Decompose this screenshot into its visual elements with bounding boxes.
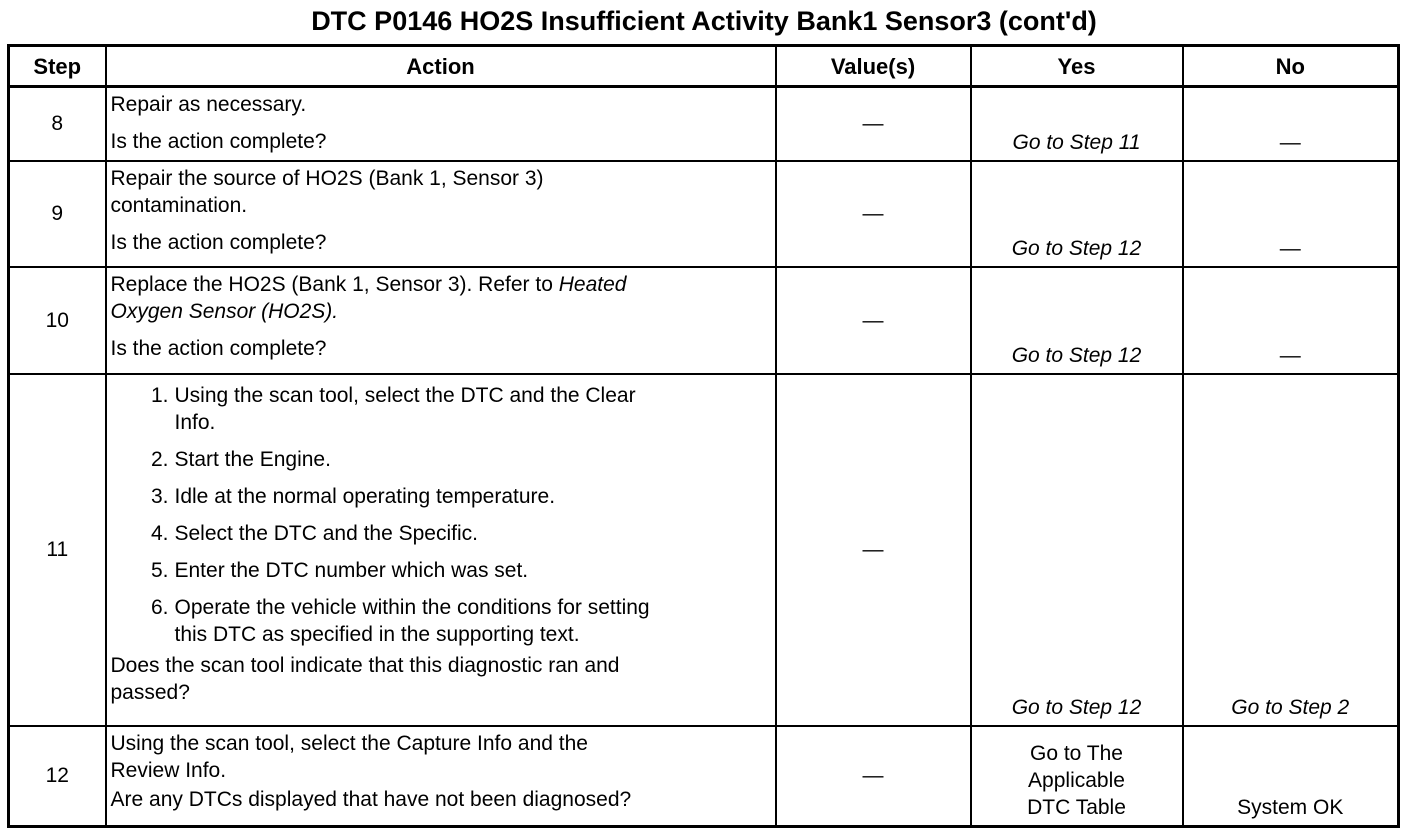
step-number: 10 bbox=[9, 267, 106, 374]
list-number: 1. bbox=[150, 383, 169, 407]
step-number: 8 bbox=[9, 87, 106, 161]
header-values: Value(s) bbox=[776, 46, 971, 87]
yes-cell: Go to Step 12 bbox=[971, 161, 1183, 267]
list-text: Idle at the normal operating temperature. bbox=[174, 484, 556, 508]
value-dash: — bbox=[862, 764, 884, 788]
no-cell: Go to Step 2 bbox=[1183, 374, 1399, 726]
table-row-step-10 bbox=[9, 267, 1399, 374]
list-item bbox=[111, 520, 771, 547]
yes-text: Applicable bbox=[1028, 769, 1125, 792]
action-question: Is the action complete? bbox=[110, 336, 327, 360]
action-text-part: Replace the HO2S (Bank 1, Sensor 3). Refer to bbox=[110, 272, 553, 296]
value-cell bbox=[776, 267, 971, 374]
yes-cell: Go to Step 12 bbox=[971, 267, 1183, 374]
list-text: Select the DTC and the Specific. bbox=[174, 521, 478, 545]
action-text: contamination. bbox=[110, 193, 248, 217]
no-cell: — bbox=[1183, 161, 1399, 267]
table-row-step-12 bbox=[9, 726, 1399, 827]
value-dash: — bbox=[862, 202, 884, 225]
list-text: Info. bbox=[174, 410, 216, 434]
action-question: Are any DTCs displayed that have not been diagnosed? bbox=[110, 787, 632, 811]
table-row-step-8 bbox=[9, 87, 1399, 161]
header-step: Step bbox=[9, 46, 106, 87]
table-row-step-11 bbox=[9, 374, 1399, 726]
list-number: 3. bbox=[150, 484, 169, 508]
action-text: Review Info. bbox=[110, 758, 227, 782]
action-cell bbox=[106, 374, 776, 726]
header-yes: Yes bbox=[971, 46, 1183, 87]
action-question: passed? bbox=[110, 680, 190, 704]
reference-link: Oxygen Sensor (HO2S). bbox=[110, 299, 339, 323]
procedure-list bbox=[111, 382, 771, 648]
list-item bbox=[111, 382, 771, 436]
header-action: Action bbox=[106, 46, 776, 87]
list-text: this DTC as specified in the supporting text. bbox=[174, 622, 580, 646]
step-number: 9 bbox=[9, 161, 106, 267]
list-number: 4. bbox=[150, 521, 169, 545]
header-no: No bbox=[1183, 46, 1399, 87]
action-cell bbox=[106, 87, 776, 161]
action-cell bbox=[106, 726, 776, 827]
no-cell: — bbox=[1183, 267, 1399, 374]
yes-cell: Go to Step 11 bbox=[971, 87, 1183, 161]
list-item bbox=[111, 557, 771, 584]
action-text: Repair the source of HO2S (Bank 1, Sensor 3) bbox=[110, 166, 544, 190]
no-cell: — bbox=[1183, 87, 1399, 161]
value-dash: — bbox=[862, 308, 884, 332]
value-cell bbox=[776, 726, 971, 827]
action-cell bbox=[106, 267, 776, 374]
list-item bbox=[111, 446, 771, 473]
value-cell bbox=[776, 87, 971, 161]
action-question: Is the action complete? bbox=[110, 130, 327, 153]
reference-link: Heated bbox=[558, 272, 627, 296]
header-row bbox=[9, 46, 1399, 87]
list-number: 5. bbox=[150, 558, 169, 582]
value-dash: — bbox=[862, 112, 884, 136]
list-number: 2. bbox=[150, 447, 169, 471]
yes-cell: Go to Step 12 bbox=[971, 374, 1183, 726]
action-text: Repair as necessary. bbox=[110, 93, 307, 116]
page-title: DTC P0146 HO2S Insufficient Activity Bank1 Sensor3 (cont'd) bbox=[311, 6, 1097, 36]
value-cell bbox=[776, 374, 971, 726]
list-text: Start the Engine. bbox=[174, 447, 331, 471]
step-number: 11 bbox=[9, 374, 106, 726]
table-row-step-9 bbox=[9, 161, 1399, 267]
list-text: Operate the vehicle within the conditions for setting bbox=[174, 595, 650, 619]
no-cell: System OK bbox=[1183, 726, 1399, 827]
list-text: Enter the DTC number which was set. bbox=[174, 558, 529, 582]
value-dash: — bbox=[862, 538, 884, 561]
action-text bbox=[111, 271, 771, 298]
step-number: 12 bbox=[9, 726, 106, 827]
yes-cell bbox=[971, 726, 1183, 827]
list-item bbox=[111, 483, 771, 510]
action-question: Does the scan tool indicate that this diagnostic ran and bbox=[110, 653, 620, 677]
list-number: 6. bbox=[150, 595, 169, 619]
diagnostic-table bbox=[7, 44, 1400, 828]
action-question: Is the action complete? bbox=[110, 230, 327, 254]
list-item bbox=[111, 594, 771, 648]
value-cell bbox=[776, 161, 971, 267]
action-cell bbox=[106, 161, 776, 267]
yes-text: DTC Table bbox=[1027, 796, 1126, 819]
yes-text: Go to The bbox=[1029, 742, 1123, 765]
action-text: Using the scan tool, select the Capture Info and the bbox=[110, 731, 588, 755]
list-text: Using the scan tool, select the DTC and the Clear bbox=[174, 383, 636, 407]
